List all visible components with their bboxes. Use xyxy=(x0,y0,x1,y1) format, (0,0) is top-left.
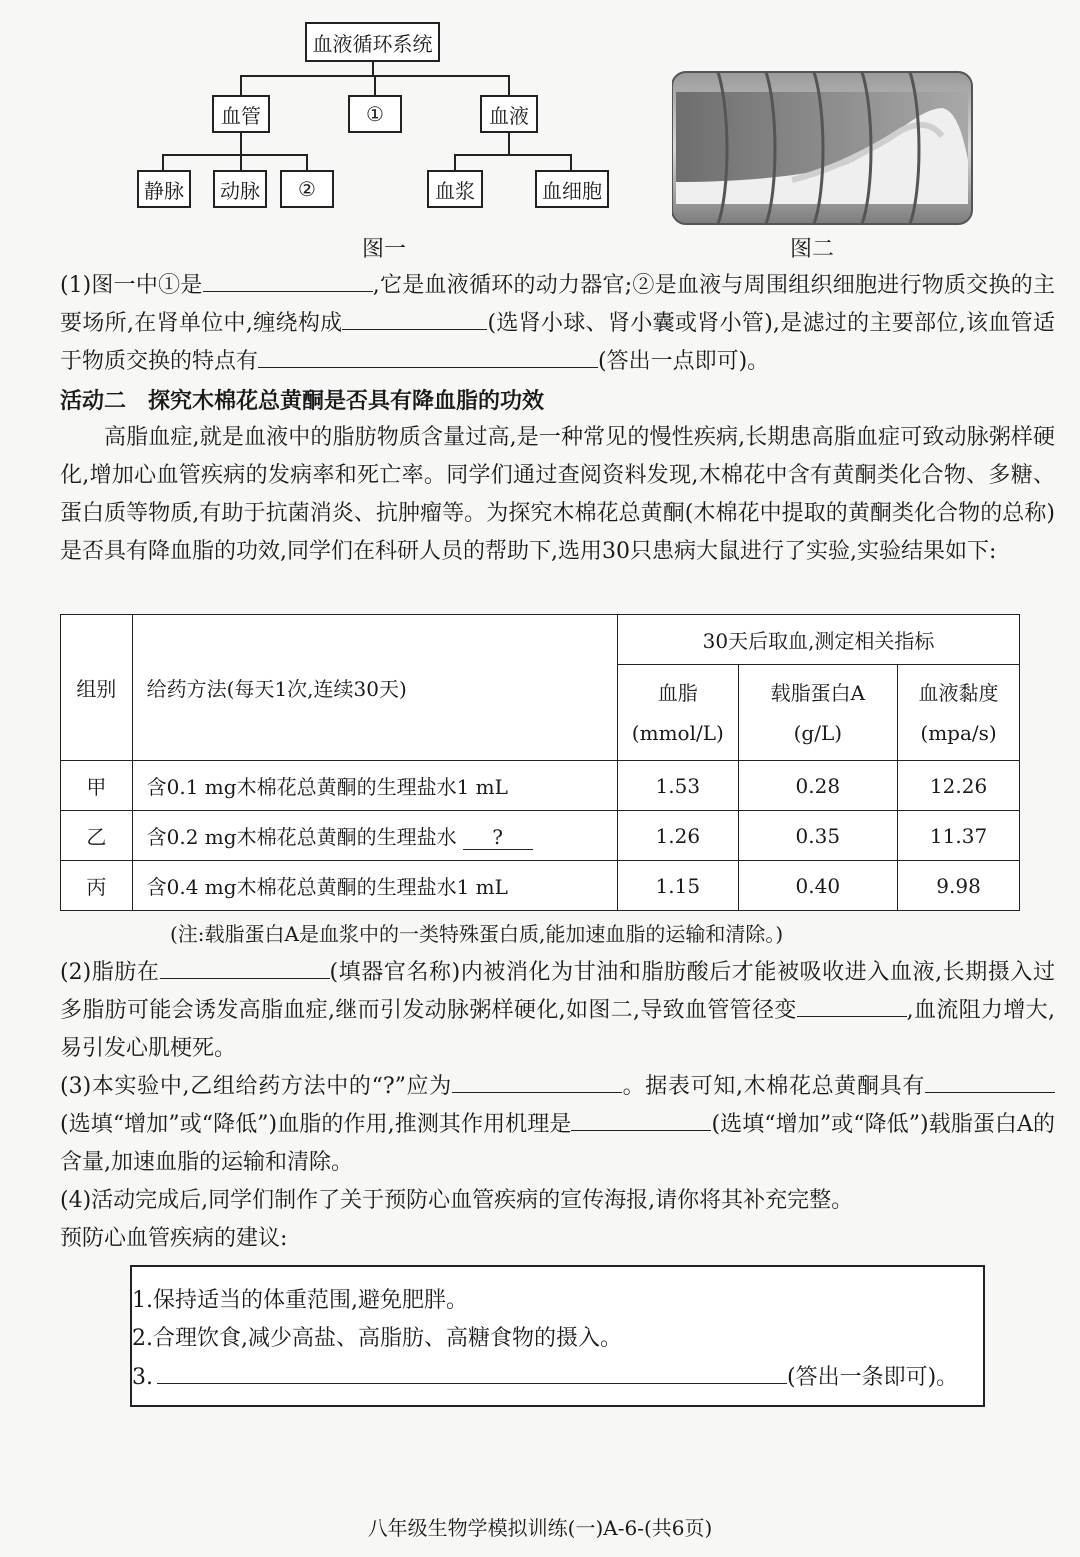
answer-blank[interactable] xyxy=(571,1106,711,1131)
node-blood: 血液 xyxy=(480,95,538,133)
header-blood-lipid: 血脂 (mmol/L) xyxy=(618,665,738,761)
results-table xyxy=(60,614,1020,911)
question-3 xyxy=(60,1068,1055,1182)
question-4: (4)活动完成后,同学们制作了关于预防心血管疾病的宣传海报,请你将其补充完整。 xyxy=(60,1188,854,1213)
cell-value: 9.98 xyxy=(898,861,1020,911)
connector xyxy=(508,75,510,95)
cell-value: 1.15 xyxy=(618,861,738,911)
header-method: 给药方法(每天1次,连续30天) xyxy=(132,615,617,761)
artery-plaque-illustration xyxy=(672,70,977,230)
page-footer: 八年级生物学模拟训练(一)A-6-(共6页) xyxy=(367,1516,713,1540)
connector xyxy=(454,154,572,156)
connector xyxy=(240,154,242,170)
connector xyxy=(162,154,308,156)
connector xyxy=(372,62,374,76)
question-1 xyxy=(60,267,1055,381)
answer-blank[interactable] xyxy=(258,343,598,368)
cell-value: 11.37 xyxy=(898,811,1020,861)
node-heart-blank: ① xyxy=(348,95,402,133)
q3-text: 。据表可知,木棉花总黄酮具有 xyxy=(621,1074,926,1099)
q3-text: (选填“增加”或“降低”)血脂的作用,推测其作用机理是 xyxy=(60,1112,572,1137)
cell-group: 甲 xyxy=(61,761,133,811)
connector xyxy=(508,133,510,155)
node-blood-cells: 血细胞 xyxy=(535,170,609,208)
q3-text: (选填“增加”或“降低”)载脂蛋白A的含量,加速血脂的运输和清除。 xyxy=(60,1112,1055,1175)
table-row xyxy=(61,761,1020,811)
q1-text: (选肾小球、肾小囊或肾小管),是滤过的主要部位,该血管适于物质交换的特点有 xyxy=(60,311,1055,374)
table-row xyxy=(61,811,1020,861)
connector xyxy=(454,154,456,170)
answer-blank[interactable] xyxy=(203,267,373,292)
node-root: 血液循环系统 xyxy=(305,22,440,62)
cell-value: 0.40 xyxy=(738,861,898,911)
node-plasma: 血浆 xyxy=(427,170,483,208)
poster-title: 预防心血管疾病的建议: xyxy=(60,1226,288,1251)
connector xyxy=(374,75,376,95)
connector xyxy=(162,154,164,170)
header-result: 30天后取血,测定相关指标 xyxy=(618,615,1020,665)
answer-blank[interactable] xyxy=(342,305,487,330)
node-vessels: 血管 xyxy=(212,95,270,133)
poster-box xyxy=(130,1265,985,1407)
answer-blank[interactable] xyxy=(452,1068,622,1093)
answer-blank[interactable] xyxy=(160,954,330,979)
q1-text: (答出一点即可)。 xyxy=(598,349,770,374)
answer-blank[interactable] xyxy=(925,1068,1055,1093)
cell-value: 12.26 xyxy=(898,761,1020,811)
node-capillary-blank: ② xyxy=(280,170,334,208)
q1-text: (1)图一中①是 xyxy=(60,273,203,298)
answer-blank[interactable] xyxy=(157,1359,787,1384)
answer-blank[interactable] xyxy=(797,992,907,1017)
connector xyxy=(570,154,572,170)
connector xyxy=(240,133,242,155)
cell-value: 1.53 xyxy=(618,761,738,811)
connector xyxy=(240,75,242,95)
q2-text: ,血流阻力增大,易引发心肌梗死。 xyxy=(60,998,1055,1061)
cell-method: 含0.1 mg木棉花总黄酮的生理盐水1 mL xyxy=(132,761,617,811)
table-row xyxy=(61,861,1020,911)
cell-method: 含0.2 mg木棉花总黄酮的生理盐水 ? xyxy=(132,811,617,861)
figure1-caption: 图一 xyxy=(362,237,407,262)
cell-value: 0.35 xyxy=(738,811,898,861)
poster-item: 1.保持适当的体重范围,避免肥胖。 xyxy=(132,1288,468,1313)
answer-blank[interactable]: ? xyxy=(463,825,533,850)
poster-item-3: 3. (答出一条即可)。 xyxy=(132,1359,982,1391)
node-artery: 动脉 xyxy=(213,170,267,208)
header-apolipoprotein: 载脂蛋白A (g/L) xyxy=(738,665,898,761)
cell-value: 0.28 xyxy=(738,761,898,811)
q2-text: (2)脂肪在 xyxy=(60,960,160,985)
q2-text: (填器官名称)内被消化为甘油和脂肪酸后才能被吸收进入血液,长期摄入过多脂肪可能会诱发高脂血症,继而引发动脉粥样硬化,如图二,导致血管管径变 xyxy=(60,960,1055,1023)
cell-value: 1.26 xyxy=(618,811,738,861)
activity2-intro: 高脂血症,就是血液中的脂肪物质含量过高,是一种常见的慢性疾病,长期患高脂血症可致动脉粥样硬化,增加心血管疾病的发病率和死亡率。同学们通过查阅资料发现,木棉花中含有黄酮类化合物、多糖、蛋白质等物质,有助于抗菌消炎、抗肿瘤等。为探究木棉花总黄酮(木棉花中提取的黄酮类化合物的总称)是否具有降血脂的功效,同学们在科研人员的帮助下,选用30只患病大鼠进行了实验,实验结果如下: xyxy=(60,425,1055,564)
connector xyxy=(306,154,308,170)
figure2-caption: 图二 xyxy=(790,237,835,262)
cell-method: 含0.4 mg木棉花总黄酮的生理盐水1 mL xyxy=(132,861,617,911)
q1-text: ,它是血液循环的动力器官;②是血液与周围组织细胞进行物质交换的主要场所,在肾单位中,缠绕构成 xyxy=(60,273,1055,336)
header-viscosity: 血液黏度 (mpa/s) xyxy=(898,665,1020,761)
cell-group: 乙 xyxy=(61,811,133,861)
table-note: (注:载脂蛋白A是血浆中的一类特殊蛋白质,能加速血脂的运输和清除。) xyxy=(170,922,784,946)
question-2 xyxy=(60,954,1055,1068)
q3-text: (3)本实验中,乙组给药方法中的“?”应为 xyxy=(60,1074,452,1099)
poster-item: 2.合理饮食,减少高盐、高脂肪、高糖食物的摄入。 xyxy=(132,1326,622,1351)
node-vein: 静脉 xyxy=(137,170,191,208)
header-group: 组别 xyxy=(61,615,133,761)
cell-group: 丙 xyxy=(61,861,133,911)
activity2-heading: 活动二 探究木棉花总黄酮是否具有降血脂的功效 xyxy=(60,389,545,414)
